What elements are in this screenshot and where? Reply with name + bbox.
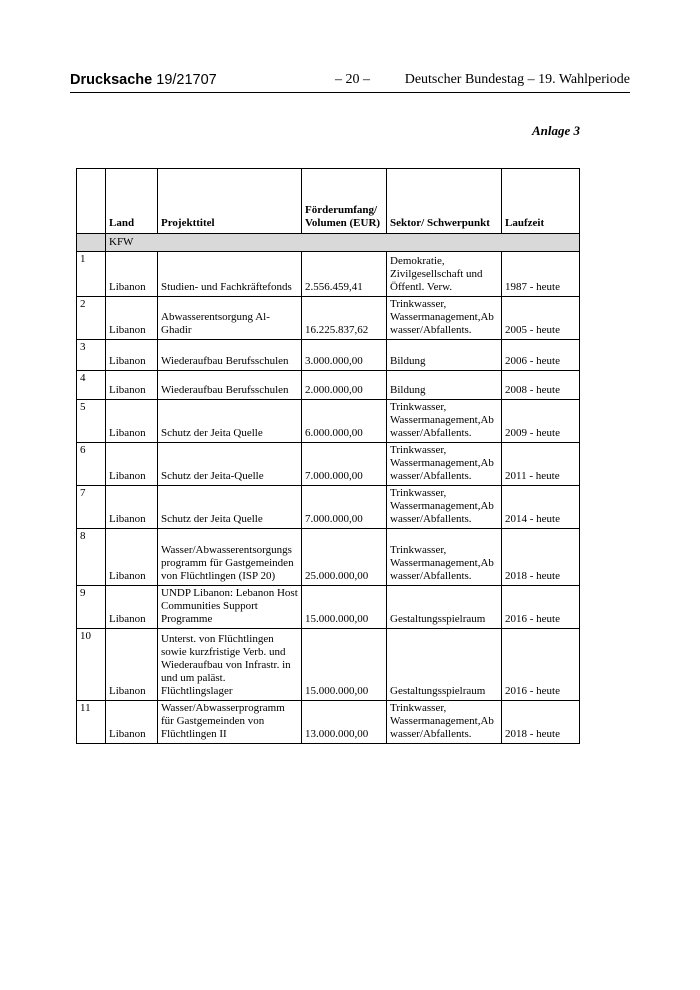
cell-period: 2005 - heute [502,297,580,340]
cell-period: 2016 - heute [502,586,580,629]
cell-land: Libanon [106,586,158,629]
cell-land: Libanon [106,629,158,701]
cell-volume: 13.000.000,00 [302,701,387,744]
cell-volume: 7.000.000,00 [302,486,387,529]
cell-sector: Trinkwasser, Wassermanagement,Ab wasser/Abfallents. [387,529,502,586]
cell-period: 1987 - heute [502,252,580,297]
cell-no: 5 [77,400,106,443]
cell-title: Schutz der Jeita Quelle [158,400,302,443]
cell-volume: 2.556.459,41 [302,252,387,297]
cell-title: Wasser/Abwasserentsorgungs programm für Gastgemeinden von Flüchtlingen (ISP 20) [158,529,302,586]
table-row [77,486,580,529]
cell-no: 11 [77,701,106,744]
cell-no: 3 [77,340,106,371]
cell-title: UNDP Libanon: Lebanon Host Communities Support Programme [158,586,302,629]
cell-sector: Bildung [387,371,502,400]
parliament-label: Deutscher Bundestag – 19. Wahlperiode [404,72,630,87]
cell-land: Libanon [106,252,158,297]
projects-table [76,168,580,744]
page-number: – 20 – [335,72,370,87]
cell-period: 2008 - heute [502,371,580,400]
table-row [77,701,580,744]
cell-sector: Trinkwasser, Wassermanagement,Ab wasser/Abfallents. [387,400,502,443]
cell-sector: Trinkwasser, Wassermanagement,Ab wasser/Abfallents. [387,701,502,744]
table-row [77,400,580,443]
cell-period: 2016 - heute [502,629,580,701]
document-id-prefix: Drucksache [70,72,157,88]
cell-no: 6 [77,443,106,486]
cell-volume: 3.000.000,00 [302,340,387,371]
cell-land: Libanon [106,701,158,744]
cell-land: Libanon [106,400,158,443]
cell-sector: Trinkwasser, Wassermanagement,Ab wasser/Abfallents. [387,297,502,340]
appendix-label: Anlage 3 [531,123,580,138]
table-row [77,371,580,400]
cell-no: 1 [77,252,106,297]
cell-land: Libanon [106,371,158,400]
cell-title: Studien- und Fachkräftefonds [158,252,302,297]
cell-no: 2 [77,297,106,340]
table-row [77,252,580,297]
cell-sector: Gestaltungsspielraum [387,629,502,701]
group-row [77,234,580,252]
cell-sector: Trinkwasser, Wassermanagement,Ab wasser/Abfallents. [387,443,502,486]
cell-volume: 25.000.000,00 [302,529,387,586]
cell-period: 2006 - heute [502,340,580,371]
cell-no: 7 [77,486,106,529]
cell-sector: Demokratie, Zivilgesellschaft und Öffentl. Verw. [387,252,502,297]
cell-sector: Gestaltungsspielraum [387,586,502,629]
column-header-projekttitel: Projekttitel [158,169,302,234]
cell-title: Schutz der Jeita-Quelle [158,443,302,486]
cell-no: 10 [77,629,106,701]
cell-land: Libanon [106,443,158,486]
cell-volume: 15.000.000,00 [302,629,387,701]
group-row-spacer [77,234,106,252]
column-header-number [77,169,106,234]
cell-no: 4 [77,371,106,400]
cell-period: 2018 - heute [502,701,580,744]
table-row [77,297,580,340]
page-header [70,70,630,93]
cell-land: Libanon [106,486,158,529]
column-header-laufzeit: Laufzeit [502,169,580,234]
cell-title: Wiederaufbau Berufsschulen [158,340,302,371]
cell-title: Schutz der Jeita Quelle [158,486,302,529]
cell-land: Libanon [106,297,158,340]
table-row [77,443,580,486]
table-row [77,629,580,701]
column-header-foerderumfang: Förderumfang/ Volumen (EUR) [302,169,387,234]
column-header-sektor: Sektor/ Schwerpunkt [387,169,502,234]
table-row [77,340,580,371]
cell-no: 8 [77,529,106,586]
cell-period: 2011 - heute [502,443,580,486]
cell-volume: 15.000.000,00 [302,586,387,629]
cell-volume: 6.000.000,00 [302,400,387,443]
table-row [77,529,580,586]
cell-sector: Trinkwasser, Wassermanagement,Ab wasser/Abfallents. [387,486,502,529]
table-header-row [77,169,580,234]
group-label: KFW [106,234,580,252]
cell-volume: 7.000.000,00 [302,443,387,486]
cell-volume: 2.000.000,00 [302,371,387,400]
document-number: 19/21707 [156,72,217,88]
cell-title: Wiederaufbau Berufsschulen [158,371,302,400]
cell-period: 2009 - heute [502,400,580,443]
cell-period: 2018 - heute [502,529,580,586]
cell-period: 2014 - heute [502,486,580,529]
column-header-land: Land [106,169,158,234]
table-row [77,586,580,629]
cell-title: Wasser/Abwasserprogramm für Gastgemeinden von Flüchtlingen II [158,701,302,744]
cell-land: Libanon [106,529,158,586]
cell-title: Abwasserentsorgung Al-Ghadir [158,297,302,340]
document-id [70,72,217,88]
cell-sector: Bildung [387,340,502,371]
cell-land: Libanon [106,340,158,371]
cell-title: Unterst. von Flüchtlingen sowie kurzfristige Verb. und Wiederaufbau von Infrastr. in und um paläst. Flüchtlingslager [158,629,302,701]
cell-volume: 16.225.837,62 [302,297,387,340]
cell-no: 9 [77,586,106,629]
